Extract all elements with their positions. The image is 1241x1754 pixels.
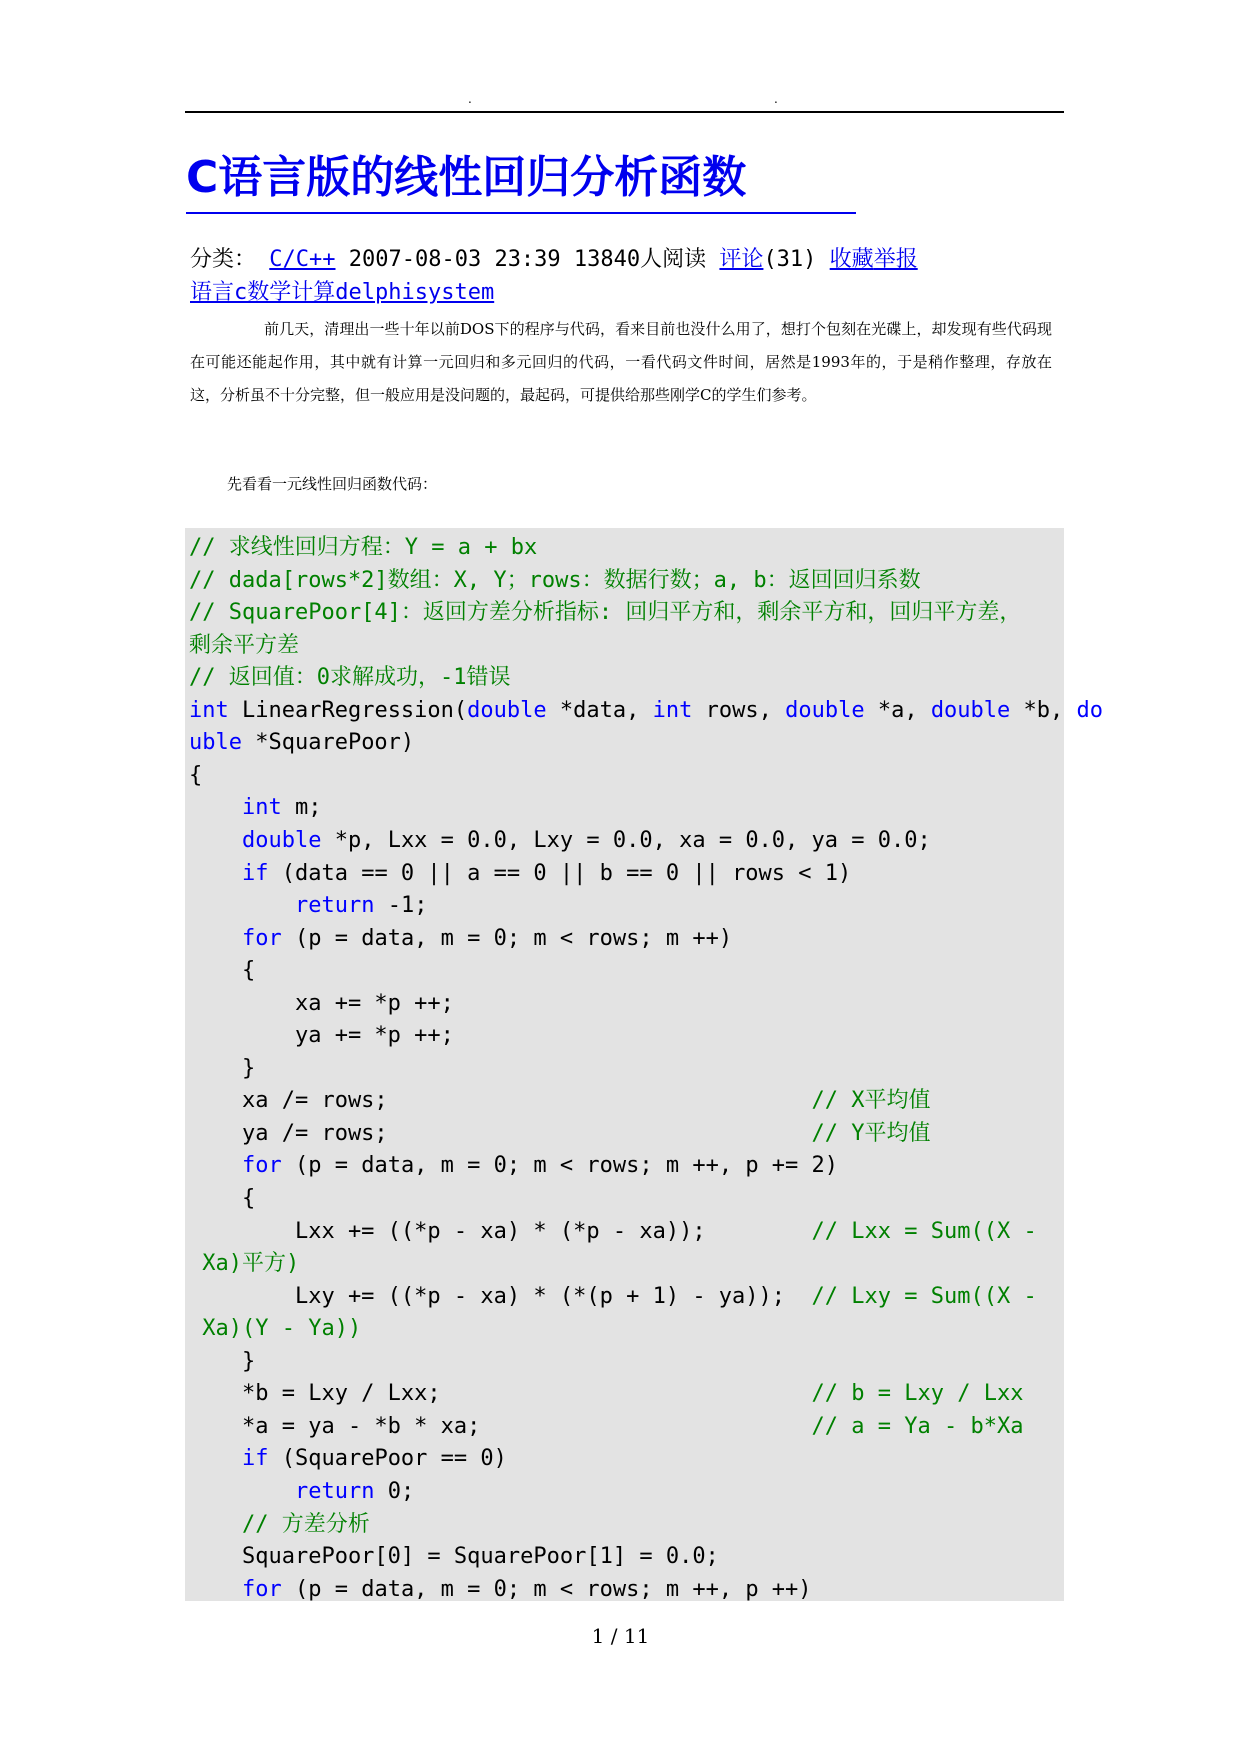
code-line <box>189 1509 370 1541</box>
code-text: *data, <box>546 697 653 723</box>
category-link[interactable]: C/C++ <box>269 247 336 272</box>
code-keyword: return <box>294 893 375 919</box>
code-comment: // a = Ya - b*Xa <box>811 1413 1024 1439</box>
code-line <box>189 955 255 987</box>
code-keyword: if <box>241 1446 269 1472</box>
code-line <box>189 1150 838 1182</box>
code-line <box>189 532 537 564</box>
code-text: } <box>189 1055 256 1081</box>
code-text: -1; <box>374 893 428 919</box>
header-dot-left: . <box>468 92 472 106</box>
code-text: 0; <box>374 1478 415 1504</box>
code-comment: // Y平均值 <box>811 1120 931 1146</box>
code-text: (SquarePoor == 0) <box>268 1446 507 1472</box>
code-keyword: for <box>241 925 282 951</box>
code-line <box>189 1281 1037 1313</box>
code-line <box>189 630 299 662</box>
comments-link[interactable]: 评论 <box>719 247 764 272</box>
code-line <box>189 1346 255 1378</box>
code-text: { <box>189 1186 256 1211</box>
code-line <box>189 1476 414 1508</box>
code-line <box>189 1574 812 1606</box>
code-line <box>189 1118 931 1150</box>
code-text: xa += *p ++; <box>189 990 454 1016</box>
code-text: *a, <box>864 697 931 723</box>
code-comment: // 方差分析 <box>241 1511 370 1537</box>
header-rule <box>185 111 1064 113</box>
code-comment: // SquarePoor[4]：返回方差分析指标: 回归平方和，剩余平方和，回归平方差， <box>189 600 1022 626</box>
code-comment: Xa)(Y - Ya)) <box>189 1316 362 1342</box>
intro-paragraph: 前几天，清理出一些十年以前DOS下的程序与代码，看来目前也没什么用了，想打个包刻在光碟上，却发现有些代码现在可能还能起作用，其中就有计算一元回归和多元回归的代码，一看代码文件时间，居然是1993年的，于是稍作整理，存放在这，分析虽不十分完整，但一般应用是没问题的，最起码，可提供给那些刚学C的学生们参考。 <box>190 320 1052 404</box>
code-keyword: for <box>241 1576 282 1602</box>
code-text: *b = Lxy / Lxx; <box>189 1381 812 1407</box>
code-line <box>189 1313 361 1345</box>
code-text <box>189 861 242 886</box>
code-line <box>189 792 321 824</box>
page-number: 1 / 11 <box>591 1624 650 1648</box>
code-keyword: for <box>241 1153 282 1179</box>
code-text <box>189 1479 295 1504</box>
code-line <box>189 597 1021 629</box>
code-text: LinearRegression( <box>228 697 468 723</box>
code-line <box>189 1085 931 1117</box>
post-datetime: 2007-08-03 23:39 <box>348 247 561 272</box>
code-text <box>189 893 295 918</box>
code-line <box>189 890 427 922</box>
code-text: (p = data, m = 0; m < rows; m ++) <box>281 925 733 951</box>
code-line <box>189 1248 299 1280</box>
code-keyword: return <box>294 1478 375 1504</box>
code-line <box>189 988 454 1020</box>
code-comment: // Lxy = Sum((X - <box>811 1283 1037 1309</box>
code-line <box>189 662 510 694</box>
code-line <box>189 1541 719 1573</box>
comments-count: (31) <box>763 247 817 272</box>
code-comment: // b = Lxy / Lxx <box>811 1381 1024 1407</box>
code-line <box>189 825 931 857</box>
code-line <box>189 923 732 955</box>
code-comment: // 返回值：0求解成功，-1错误 <box>189 665 511 691</box>
code-keyword: do <box>1076 697 1104 723</box>
code-text: Lxx += ((*p - xa) * (*p - xa)); <box>189 1218 812 1244</box>
code-text <box>189 1577 242 1602</box>
code-line <box>189 760 202 792</box>
code-text <box>189 926 242 951</box>
code-text <box>189 1512 242 1537</box>
code-keyword: int <box>652 697 693 723</box>
code-keyword: double <box>785 697 865 723</box>
code-text <box>189 1446 242 1471</box>
code-text: ya /= rows; <box>189 1120 812 1146</box>
article-meta <box>190 246 918 274</box>
code-line <box>189 1053 255 1085</box>
code-text <box>189 795 242 820</box>
code-keyword: double <box>930 697 1011 723</box>
code-line <box>189 1411 1023 1443</box>
code-line <box>189 565 921 597</box>
code-text: ya += *p ++; <box>189 1023 454 1049</box>
code-keyword: int <box>189 697 229 723</box>
code-comment: // Lxx = Sum((X - <box>811 1218 1037 1244</box>
code-text: *a = ya - *b * xa; <box>189 1413 812 1439</box>
code-keyword: int <box>241 795 282 821</box>
code-text <box>189 828 242 853</box>
code-text: m; <box>281 795 322 821</box>
code-line <box>189 1378 1023 1410</box>
code-line <box>189 727 414 759</box>
code-keyword: double <box>241 827 322 853</box>
header-dot-right: . <box>774 92 778 106</box>
code-text: { <box>189 958 256 984</box>
code-text: xa /= rows; <box>189 1088 812 1114</box>
code-comment: // dada[rows*2]数组：X, Y；rows：数据行数；a, b：返回回归系数 <box>189 567 921 593</box>
code-line <box>189 695 1103 727</box>
code-text: } <box>189 1348 256 1374</box>
code-text: *SquarePoor) <box>241 730 415 756</box>
article-title[interactable]: C语言版的线性回归分析函数 <box>186 150 856 214</box>
category-label: 分类： <box>190 247 257 272</box>
code-line <box>189 1216 1037 1248</box>
code-text: SquarePoor[0] = SquarePoor[1] = 0.0; <box>189 1544 719 1570</box>
code-line <box>189 1020 454 1052</box>
code-text: Lxy += ((*p - xa) * (*(p + 1) - ya)); <box>189 1283 812 1309</box>
read-count: 13840 <box>573 247 641 272</box>
code-text: (data == 0 || a == 0 || b == 0 || rows < 1) <box>268 860 852 886</box>
code-keyword: double <box>467 697 547 723</box>
code-comment: // 求线性回归方程：Y = a + bx <box>189 535 538 560</box>
read-suffix: 人阅读 <box>640 247 707 272</box>
code-line <box>189 1183 255 1215</box>
code-text: (p = data, m = 0; m < rows; m ++, p ++) <box>281 1576 812 1602</box>
code-text: { <box>189 762 203 788</box>
code-line <box>189 858 851 890</box>
favorite-link[interactable]: 收藏 <box>829 247 874 272</box>
code-comment: 剩余平方差 <box>189 632 300 658</box>
code-keyword: uble <box>189 730 242 756</box>
tags-line <box>190 279 494 307</box>
code-line <box>189 1443 507 1475</box>
lead-paragraph: 先看看一元线性回归函数代码： <box>227 475 438 493</box>
tags-link[interactable]: 语言c数学计算delphisystem <box>190 280 495 305</box>
code-comment: // X平均值 <box>811 1088 931 1114</box>
code-comment: Xa)平方) <box>189 1251 300 1277</box>
code-block <box>185 528 1104 1602</box>
code-keyword: if <box>241 860 269 886</box>
code-text: (p = data, m = 0; m < rows; m ++, p += 2) <box>281 1153 839 1179</box>
report-link[interactable]: 举报 <box>873 247 918 272</box>
code-text: *b, <box>1010 697 1077 723</box>
code-text: rows, <box>692 697 786 723</box>
code-text: *p, Lxx = 0.0, Lxy = 0.0, xa = 0.0, ya = 0.0; <box>321 827 931 853</box>
code-text <box>189 1153 242 1178</box>
